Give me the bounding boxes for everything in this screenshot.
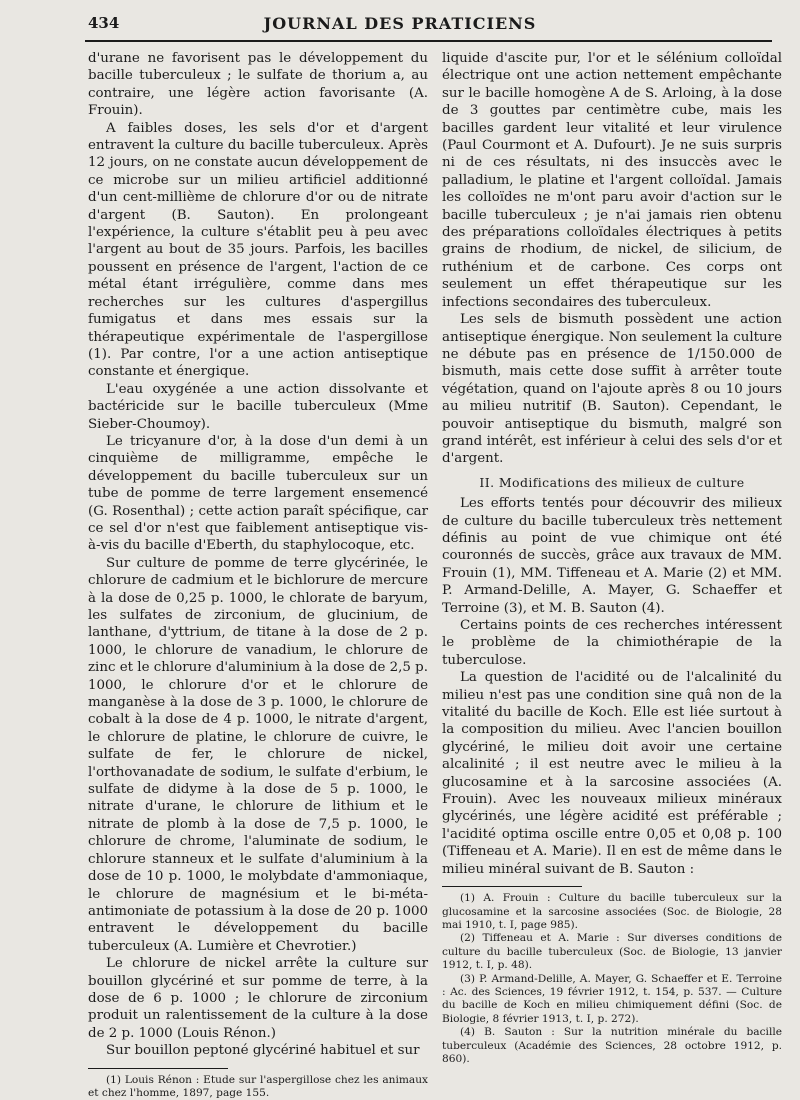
paragraph: liquide d'ascite pur, l'or et le sélénium colloïdal électrique ont une action nettement empêchante sur le bacille homogène A de S. Arloing, à la dose de 3 gouttes par centimètre cube, mais les bacilles gardent leur vitalité et leur virulence (Paul Courmont et A. Dufourt). Je ne suis surpris ni de ces résultats, ni des insuccès avec le palladium, le platine et l'argent colloïdal. Jamais les colloïdes ne m'ont paru avoir d'action sur le bacille tuberculeux ; je n'ai jamais rien obtenu des préparations colloïdales électriques à petits grains de rhodium, de nickel, de silicium, de ruthénium et de carbone. Ces corps ont seulement un effet thérapeutique sur les infections secondaires des tuberculeux. [442, 51, 782, 310]
footnote: (1) A. Frouin : Culture du bacille tuberculeux sur la glucosamine et la sarcosine associées (Soc. de Biologie, 28 mai 1910, t. I, page 985). [442, 892, 782, 931]
left-column [88, 50, 429, 1099]
paragraph: Sur bouillon peptoné glycériné habituel et sur [106, 1043, 420, 1059]
footnote-rule [442, 886, 582, 887]
running-head: JOURNAL DES PRATICIENS [263, 14, 537, 33]
footnote: (2) Tiffeneau et A. Marie : Sur diverses conditions de culture du bacille tuberculeux (Soc. de Biologie, 13 janvier 1912, t. I, p. 48). [442, 932, 782, 972]
paragraph: Les sels de bismuth possèdent une action antiseptique énergique. Non seulement la culture ne débute pas en présence de 1/150.000 de bismuth, mais cette dose suffit à arrêter toute végétation, quand on l'ajoute après 8 ou 10 jours au milieu nutritif (B. Sauton). Cependant, le pouvoir antiseptique du bismuth, malgré son grand intérêt, est inférieur à celui des sels d'or et d'argent. [442, 312, 782, 467]
paragraph: Le tricyanure d'or, à la dose d'un demi à un cinquième de milligramme, empêche le développement du bacille tuberculeux sur un tube de pomme de terre largement ensemencé (G. Rosenthal) ; cette action paraît spécifique, car ce sel d'or n'est que faiblement antiseptique vis-à-vis du bacille d'Eberth, du staphylocoque, etc. [88, 433, 428, 554]
footnote-rule [88, 1068, 228, 1069]
paragraph: d'urane ne favorisent pas le développement du bacille tuberculeux ; le sulfate de thorium a, au contraire, une légère action favorisante (A. Frouin). [88, 51, 428, 119]
paragraph: Le chlorure de nickel arrête la culture sur bouillon glycériné et sur pomme de terre, à la dose de 6 p. 1000 ; le chlorure de zirconium produit un ralentissement de la culture à la dose de 2 p. 1000 (Louis Rénon.) [88, 956, 428, 1041]
header-rule [85, 40, 772, 42]
paragraph: Les efforts tentés pour découvrir des milieux de culture du bacille tuberculeux très nettement définis au point de vue chimique ont été couronnés de succès, grâce aux travaux de MM. Frouin (1), MM. Tiffeneau et A. Marie (2) et MM. P. Armand-Delille, A. Mayer, G. Schaeffer et Terroine (3), et M. B. Sauton (4). [442, 496, 782, 616]
paragraph: Sur culture de pomme de terre glycérinée, le chlorure de cadmium et le bichlorure de mercure à la dose de 0,25 p. 1000, le chlorate de baryum, les sulfates de zirconium, de glucinium, de lanthane, d'yttrium, de titane à la dose de 2 p. 1000, le chlorure de vanadium, le chlorure de zinc et le chlorure d'aluminium à la dose de 2,5 p. 1000, le chlorure d'or et le chlorure de manganèse à la dose de 3 p. 1000, le chlorure de cobalt à la dose de 4 p. 1000, le nitrate d'argent, le chlorure de platine, le chlorure de cuivre, le sulfate de fer, le chlorure de nickel, l'orthovanadate de sodium, le sulfate d'erbium, le sulfate de didyme à la dose de 5 p. 1000, le nitrate d'urane, le chlorure de lithium et le nitrate de plomb à la dose de 7,5 p. 1000, le chlorure de chrome, l'aluminate de sodium, le chlorure stanneux et le sulfate d'aluminium à la dose de 10 p. 1000, le molybdate d'ammoniaque, le chlorure de magnésium et le bi-méta-antimoniate de potassium à la dose de 20 p. 1000 entravent le développement du bacille tuberculeux (A. Lumière et Chevrotier.) [88, 555, 429, 954]
page-number: 434 [88, 14, 120, 32]
footnote: (3) P. Armand-Delille, A. Mayer, G. Schaeffer et E. Terroine : Ac. des Sciences, 19 février 1912, t. 154, p. 537. — Culture du bacille de Koch en milieu chimiquement défini (Soc. de Biologie, 8 février 1913, t. I, p. 272). [442, 972, 782, 1025]
paragraph: L'eau oxygénée a une action dissolvante et bactéricide sur le bacille tuberculeux (Mme Sieber-Choumoy). [88, 381, 428, 432]
right-column [442, 50, 782, 1065]
paragraph: La question de l'acidité ou de l'alcalinité du milieu n'est pas une condition sine quâ non de la vitalité du bacille de Koch. Elle est liée surtout à la composition du milieu. Avec l'ancien bouillon glycériné, le milieu doit avoir une certaine alcalinité ; il est neutre avec le milieu à la glucosamine et à la sarcosine associées (A. Frouin). Avec les nouveaux milieux minéraux glycérinés, une légère acidité est préférable ; l'acidité optima oscille entre 0,05 et 0,08 p. 100 (Tiffeneau et A. Marie). Il en est de même dans le milieu minéral suivant de B. Sauton : [442, 670, 782, 877]
paragraph: A faibles doses, les sels d'or et d'argent entravent la culture du bacille tuberculeux. Après 12 jours, on ne constate aucun développement de ce microbe sur un milieu artificiel additionné d'un cent-millième de chlorure d'or ou de nitrate d'argent (B. Sauton). En prolongeant l'expérience, la culture s'établit peu à peu avec l'argent au bout de 35 jours. Parfois, les bacilles poussent en présence de l'argent, l'action de ce métal étant irrégulière, comme dans mes recherches sur les cultures d'aspergillus fumigatus et dans mes essais sur la thérapeutique expérimentale de l'aspergillose (1). Par contre, l'or a une action antiseptique constante et énergique. [88, 120, 428, 380]
paragraph: Certains points de ces recherches intéressent le problème de la chimiothérapie de la tuberculose. [442, 618, 782, 668]
section-heading: II. Modifications des milieux de culture [479, 474, 745, 490]
footnote: (1) Louis Rénon : Etude sur l'aspergillose chez les animaux et chez l'homme, 1897, page 155. [88, 1073, 428, 1099]
footnote: (4) B. Sauton : Sur la nutrition minérale du bacille tuberculeux (Académie des Sciences, 28 octobre 1912, p. 860). [442, 1026, 782, 1065]
